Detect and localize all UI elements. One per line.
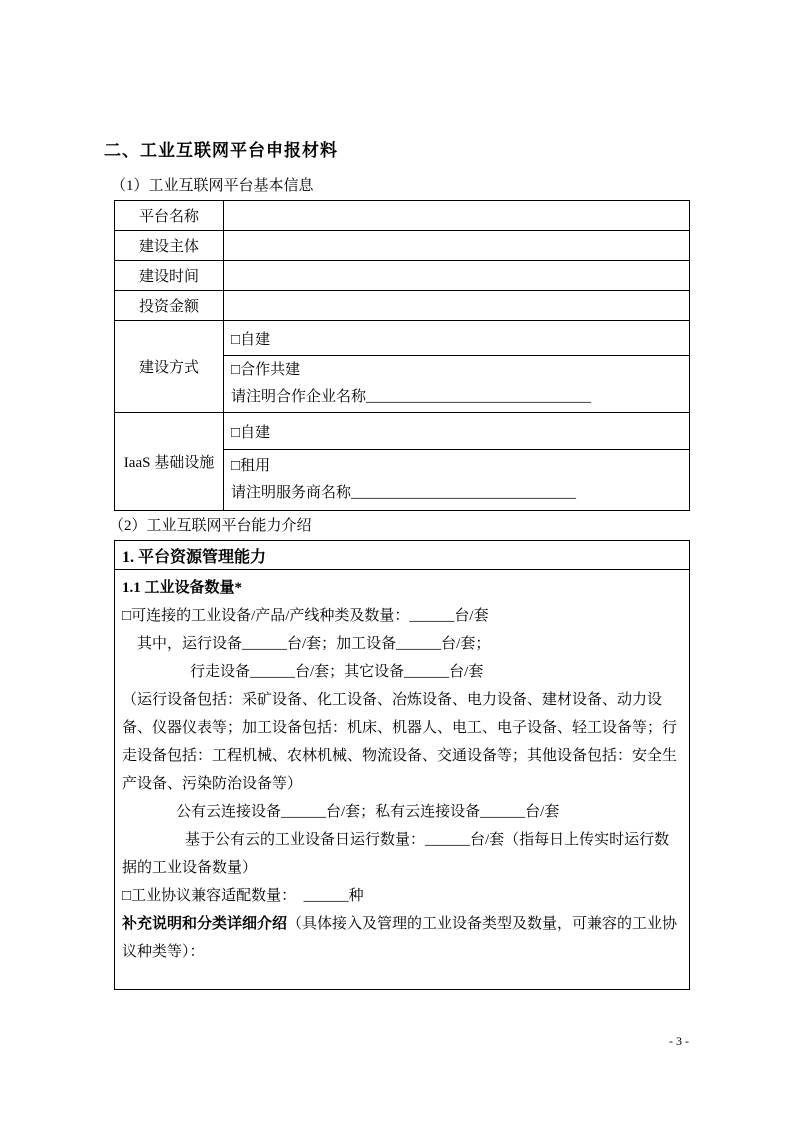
supplement-bold-label: 补充说明和分类详细介绍	[122, 916, 288, 932]
page-number: - 3 -	[669, 1034, 689, 1048]
capability-body-cell	[115, 570, 690, 990]
iaas-rent-label: 租用	[240, 458, 271, 474]
coop-company-blank[interactable]: 请注明合作企业名称______________________________	[231, 389, 592, 405]
capability-section-title: 1. 平台资源管理能力	[115, 541, 690, 570]
build-mode-coop-label: 合作共建	[240, 362, 301, 378]
equipment-note-paragraph: （运行设备包括：采矿设备、化工设备、冶炼设备、电力设备、建材设备、动力设备、仪器仪表等；加工设备包括：机床、机器人、电工、电子设备、轻工设备等；行走设备包括：工程机械、农林机械、物流设备、交通设备等；其他设备包括：安全生产设备、污染防治设备等）	[122, 692, 678, 792]
connect-line-text: 可连接的工业设备/产品/产线种类及数量：______台/套	[131, 608, 489, 624]
table-row	[115, 291, 690, 321]
table-row	[115, 413, 690, 450]
checkbox-icon[interactable]: □	[231, 424, 241, 441]
protocol-line-text: 工业协议兼容适配数量： ______种	[131, 888, 364, 904]
checkbox-icon[interactable]: □	[122, 888, 132, 904]
table-row	[115, 231, 690, 261]
basic-info-heading: （1）工业互联网平台基本信息	[111, 178, 314, 194]
table-row	[115, 261, 690, 291]
table-row	[115, 321, 690, 356]
cloud-line: 公有云连接设备______台/套；私有云连接设备______台/套	[176, 804, 560, 820]
checkbox-icon[interactable]: □	[231, 331, 241, 348]
row-label-investment: 投资金额	[115, 291, 224, 321]
basic-info-table	[114, 200, 690, 511]
table-row	[115, 201, 690, 231]
row-label-platform-name: 平台名称	[115, 201, 224, 231]
document-title: 二、工业互联网平台申报材料	[104, 141, 338, 160]
iaas-self-cell	[224, 413, 690, 450]
iaas-self-label: 自建	[240, 424, 271, 441]
capability-table	[114, 540, 690, 990]
supplement-rest-text: （具体接入及管理的工业设备类型及数量，可兼容的工业协议种类等）：	[122, 916, 678, 960]
investment-field[interactable]	[224, 291, 690, 321]
row-label-builder: 建设主体	[115, 231, 224, 261]
capability-heading: （2）工业互联网平台能力介绍	[109, 518, 312, 534]
row-label-iaas: IaaS 基础设施	[115, 413, 224, 511]
checkbox-icon[interactable]: □	[231, 362, 241, 378]
row-label-build-mode: 建设方式	[115, 321, 224, 413]
sub-line-2: 行走设备______台/套；其它设备______台/套	[190, 664, 484, 680]
row-label-build-time: 建设时间	[115, 261, 224, 291]
build-mode-coop-cell	[224, 356, 690, 413]
builder-field[interactable]	[224, 231, 690, 261]
checkbox-icon[interactable]: □	[122, 608, 132, 624]
table-row	[115, 570, 690, 990]
protocol-line	[122, 882, 681, 910]
table-row	[115, 541, 690, 570]
connect-line	[122, 602, 681, 630]
sub-line-1: 其中，运行设备______台/套；加工设备______台/套；	[137, 636, 491, 652]
service-provider-blank[interactable]: 请注明服务商名称______________________________	[231, 485, 577, 501]
iaas-rent-cell	[224, 450, 690, 511]
build-mode-self-label: 自建	[240, 331, 271, 348]
checkbox-icon[interactable]: □	[231, 458, 241, 474]
daily-run-line: 基于公有云的工业设备日运行数量：______台/套（指每日上传实时运行数据的工业设备数量）	[122, 832, 670, 876]
build-time-field[interactable]	[224, 261, 690, 291]
item-title: 1.1 工业设备数量*	[122, 580, 243, 596]
build-mode-self-cell	[224, 321, 690, 356]
supplement-line	[122, 910, 681, 966]
platform-name-field[interactable]	[224, 201, 690, 231]
